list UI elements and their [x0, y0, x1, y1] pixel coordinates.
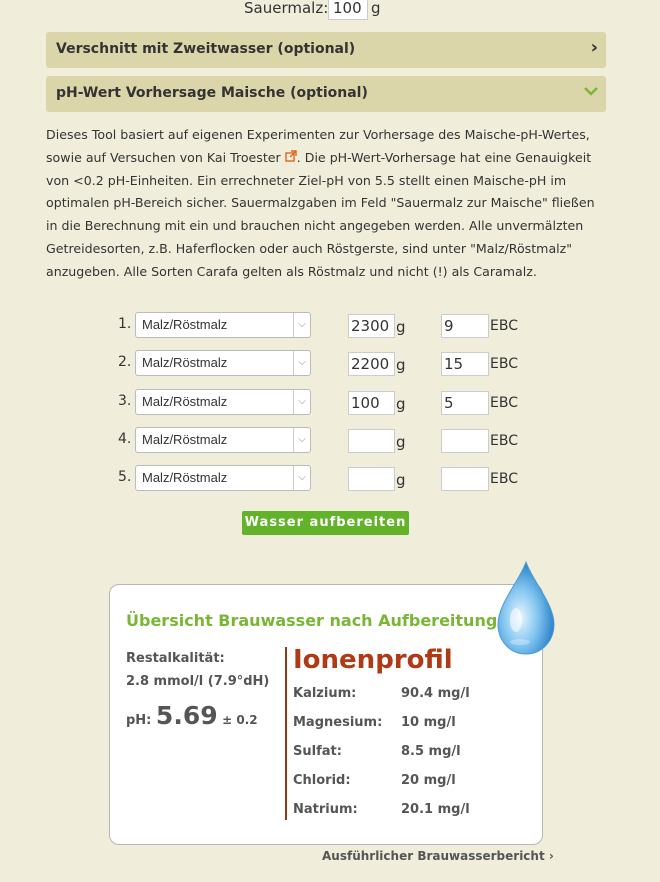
- ebc-input[interactable]: [441, 429, 489, 453]
- chevron-down-icon: ⌵: [293, 428, 310, 452]
- row-number: 2.: [118, 354, 132, 370]
- malt-row: [0, 389, 660, 417]
- ion-row: Natrium: 20.1 mg/l: [293, 802, 470, 817]
- accordion-verschnitt[interactable]: [46, 32, 606, 68]
- chevron-down-icon: ⌵: [293, 351, 310, 375]
- row-number: 3.: [118, 393, 132, 409]
- gram-unit: g: [396, 356, 406, 374]
- row-number: 5.: [118, 469, 132, 485]
- malt-type-select[interactable]: Malz/Röstmalz ⌵: [135, 350, 311, 376]
- sauermalz-label: Sauermalz:: [244, 0, 329, 17]
- ebc-label: EBC: [490, 433, 518, 449]
- wasser-aufbereiten-button[interactable]: Wasser aufbereiten: [242, 511, 409, 535]
- malt-row: [0, 427, 660, 455]
- result-card: [109, 584, 543, 845]
- accordion-ph-vorhersage[interactable]: [46, 76, 606, 112]
- ebc-input[interactable]: [441, 467, 489, 491]
- ph-intro-text: Dieses Tool basiert auf eigenen Experimenten zur Vorhersage des Maische-pH-Wertes, sowie auf Versuchen von Kai Troester . Die pH-Wert-Vorhersage hat eine Genauigkeit von <0.2 pH-Einheiten. Ein errechneter Ziel-pH von 5.5 stellt einen Maische-pH im optimalen pH-Bereich sicher. Sauermalzgaben im Feld "Sauermalz zur Maische" fließen in die Berechnung mit ein und brauchen nicht angegeben werden. Alle unvermälzten Getreidesorten, z.B. Haferflocken oder auch Röstgerste, sind unter "Malz/Röstmalz" anzugeben. Alle Sorten Carafa gelten als Röstmalz und nicht (!) als Caramalz.: [46, 127, 595, 279]
- accordion-ph-label: pH-Wert Vorhersage Maische (optional): [56, 85, 368, 101]
- chevron-down-icon: ⌵: [293, 390, 310, 414]
- ph-value: 5.69: [155, 701, 218, 730]
- malt-row: [0, 465, 660, 493]
- sauermalz-unit: g: [371, 0, 381, 17]
- ion-row: Kalzium: 90.4 mg/l: [293, 686, 470, 701]
- gram-unit: g: [396, 471, 406, 489]
- malt-amount-input[interactable]: [348, 429, 395, 453]
- chevron-down-icon: ⌵: [293, 313, 310, 337]
- malt-amount-input[interactable]: 2300: [348, 314, 395, 338]
- malt-type-select[interactable]: Malz/Röstmalz ⌵: [135, 427, 311, 453]
- malt-row: [0, 312, 660, 340]
- chevron-right-icon: ›: [590, 37, 598, 58]
- row-number: 1.: [118, 316, 132, 332]
- ph-result: [126, 701, 258, 730]
- malt-amount-input[interactable]: [348, 467, 395, 491]
- gram-unit: g: [396, 395, 406, 413]
- divider: [285, 647, 287, 820]
- row-number: 4.: [118, 431, 132, 447]
- ion-row: Chlorid: 20 mg/l: [293, 773, 456, 788]
- ebc-input[interactable]: 15: [441, 352, 489, 376]
- restalkalitaet-value: 2.8 mmol/l (7.9°dH): [126, 674, 270, 689]
- ion-row: Sulfat: 8.5 mg/l: [293, 744, 461, 759]
- malt-type-select[interactable]: Malz/Röstmalz ⌵: [135, 465, 311, 491]
- malt-type-select[interactable]: Malz/Röstmalz ⌵: [135, 389, 311, 415]
- water-drop-icon: [486, 558, 566, 658]
- ebc-label: EBC: [490, 356, 518, 372]
- sauermalz-row: [0, 0, 660, 22]
- external-link-icon[interactable]: [285, 151, 297, 165]
- brauwasserbericht-link[interactable]: Ausführlicher Brauwasserbericht ›: [322, 849, 554, 863]
- gram-unit: g: [396, 318, 406, 336]
- chevron-down-icon: [584, 82, 598, 102]
- ebc-label: EBC: [490, 471, 518, 487]
- ph-tolerance: ± 0.2: [222, 713, 258, 727]
- accordion-verschnitt-label: Verschnitt mit Zweitwasser (optional): [56, 41, 356, 57]
- ion-profile-title: Ionenprofil: [293, 645, 453, 675]
- malt-type-select[interactable]: Malz/Röstmalz ⌵: [135, 312, 311, 338]
- malt-amount-input[interactable]: 100: [348, 391, 395, 415]
- sauermalz-input[interactable]: 100: [328, 0, 368, 20]
- malt-row: [0, 350, 660, 378]
- malt-amount-input[interactable]: 2200: [348, 352, 395, 376]
- ph-label: pH:: [126, 713, 152, 728]
- ebc-input[interactable]: 9: [441, 314, 489, 338]
- result-title: Übersicht Brauwasser nach Aufbereitung: [126, 611, 498, 630]
- ebc-input[interactable]: 5: [441, 391, 489, 415]
- ebc-label: EBC: [490, 318, 518, 334]
- chevron-down-icon: ⌵: [293, 466, 310, 490]
- gram-unit: g: [396, 433, 406, 451]
- restalkalitaet-label: Restalkalität:: [126, 651, 225, 666]
- ebc-label: EBC: [490, 395, 518, 411]
- ion-row: Magnesium: 10 mg/l: [293, 715, 456, 730]
